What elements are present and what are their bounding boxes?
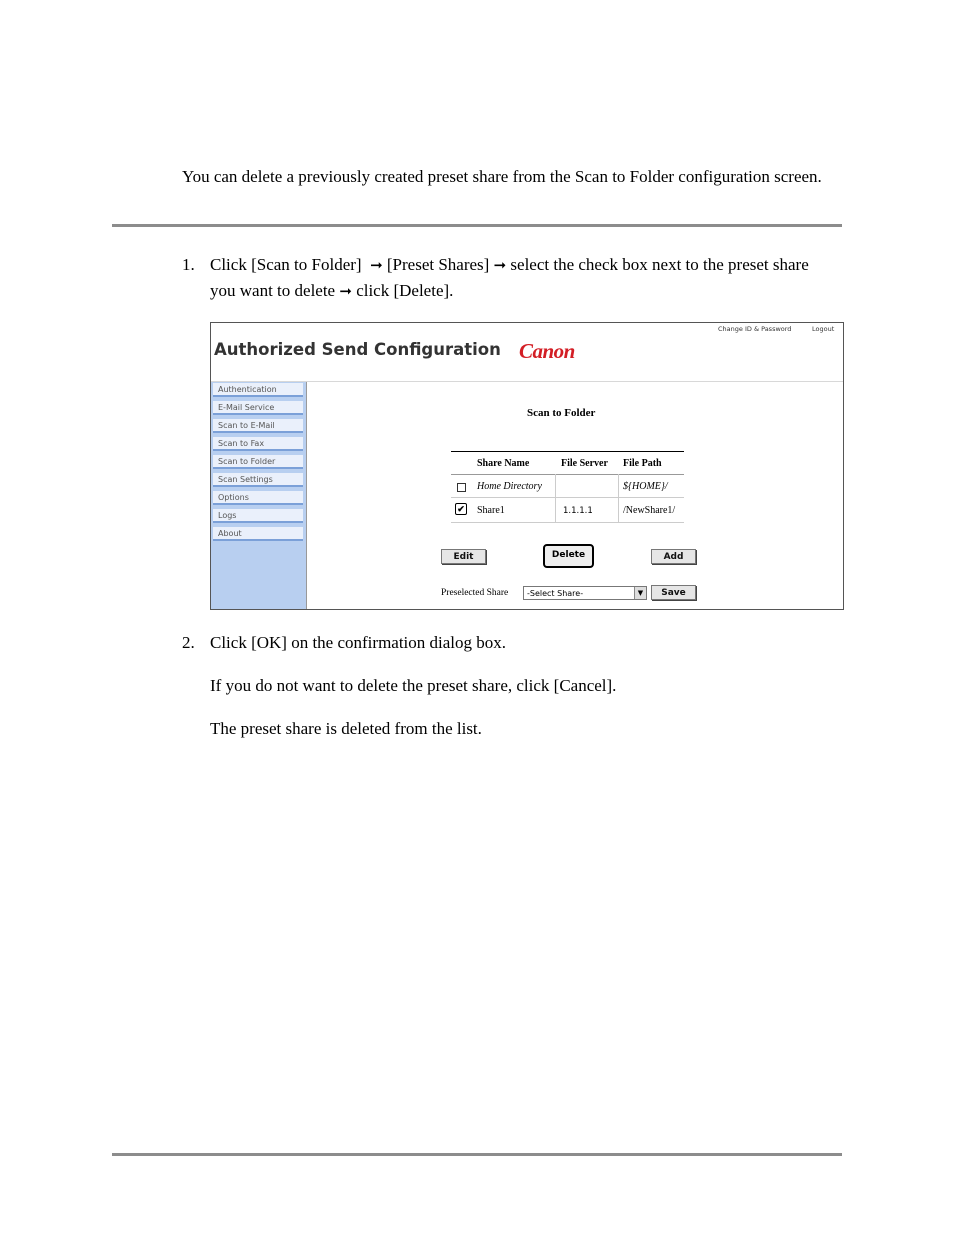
checkbox-home-directory[interactable] xyxy=(457,483,466,492)
header-share-name: Share Name xyxy=(477,458,530,469)
sidebar-item-authentication[interactable]: Authentication xyxy=(213,383,303,397)
column-divider xyxy=(555,474,556,522)
step-1 xyxy=(182,252,842,304)
result-note: The preset share is deleted from the list. xyxy=(210,719,482,738)
row-share-name: Home Directory xyxy=(477,481,542,492)
delete-button[interactable]: Delete xyxy=(543,544,594,568)
sidebar xyxy=(211,382,307,609)
canon-logo: Canon xyxy=(519,339,575,363)
column-divider xyxy=(618,474,619,522)
header-file-path: File Path xyxy=(623,458,662,469)
arrow-right-icon: ➞ xyxy=(339,282,352,300)
row-divider xyxy=(451,474,684,475)
chevron-down-icon[interactable]: ▼ xyxy=(634,587,646,599)
app-header xyxy=(211,323,843,382)
arrow-right-icon: ➞ xyxy=(370,256,383,274)
step-number: 2. xyxy=(182,633,195,652)
save-button[interactable]: Save xyxy=(651,585,696,600)
screenshot-panel xyxy=(210,322,844,610)
row-file-path: /NewShare1/ xyxy=(623,505,676,516)
step-2 xyxy=(182,630,842,655)
sidebar-item-about[interactable]: About xyxy=(213,527,303,541)
change-id-password-link[interactable]: Change ID & Password xyxy=(718,325,792,333)
sidebar-item-email-service[interactable]: E-Mail Service xyxy=(213,401,303,415)
header-file-server: File Server xyxy=(561,458,608,469)
row-divider xyxy=(451,522,684,523)
row-file-path: ${HOME}/ xyxy=(623,481,668,492)
sidebar-item-logs[interactable]: Logs xyxy=(213,509,303,523)
preselected-share-label: Preselected Share xyxy=(441,588,509,598)
bottom-divider xyxy=(112,1153,842,1156)
sidebar-item-scan-to-fax[interactable]: Scan to Fax xyxy=(213,437,303,451)
app-title: Authorized Send Configuration xyxy=(214,340,501,359)
step-text: Click [Scan to Folder] ➞ [Preset Shares] ➞ select the check box next to the preset share you want to delete ➞ click [Delete]. xyxy=(210,255,809,300)
sidebar-item-scan-settings[interactable]: Scan Settings xyxy=(213,473,303,487)
step-text: Click [OK] on the confirmation dialog box. xyxy=(210,633,507,652)
select-value: -Select Share- xyxy=(527,589,584,598)
row-file-server: 1.1.1.1 xyxy=(563,506,593,516)
top-divider xyxy=(112,224,842,227)
logout-link[interactable]: Logout xyxy=(812,325,835,333)
row-share-name: Share1 xyxy=(477,505,505,516)
arrow-right-icon: ➞ xyxy=(493,256,507,274)
page-title: Scan to Folder xyxy=(527,407,596,419)
edit-button[interactable]: Edit xyxy=(441,549,486,564)
sidebar-item-scan-to-email[interactable]: Scan to E-Mail xyxy=(213,419,303,433)
intro-text: You can delete a previously created preset share from the Scan to Folder configuration screen. xyxy=(182,167,822,186)
row-divider xyxy=(451,497,684,498)
add-button[interactable]: Add xyxy=(651,549,696,564)
sidebar-item-options[interactable]: Options xyxy=(213,491,303,505)
cancel-note: If you do not want to delete the preset share, click [Cancel]. xyxy=(210,676,617,695)
sidebar-item-scan-to-folder[interactable]: Scan to Folder xyxy=(213,455,303,469)
step-number: 1. xyxy=(182,255,195,274)
checkbox-share1[interactable]: ✔ xyxy=(455,503,467,515)
preselected-share-select[interactable] xyxy=(523,586,647,600)
table-top-border xyxy=(451,451,684,452)
